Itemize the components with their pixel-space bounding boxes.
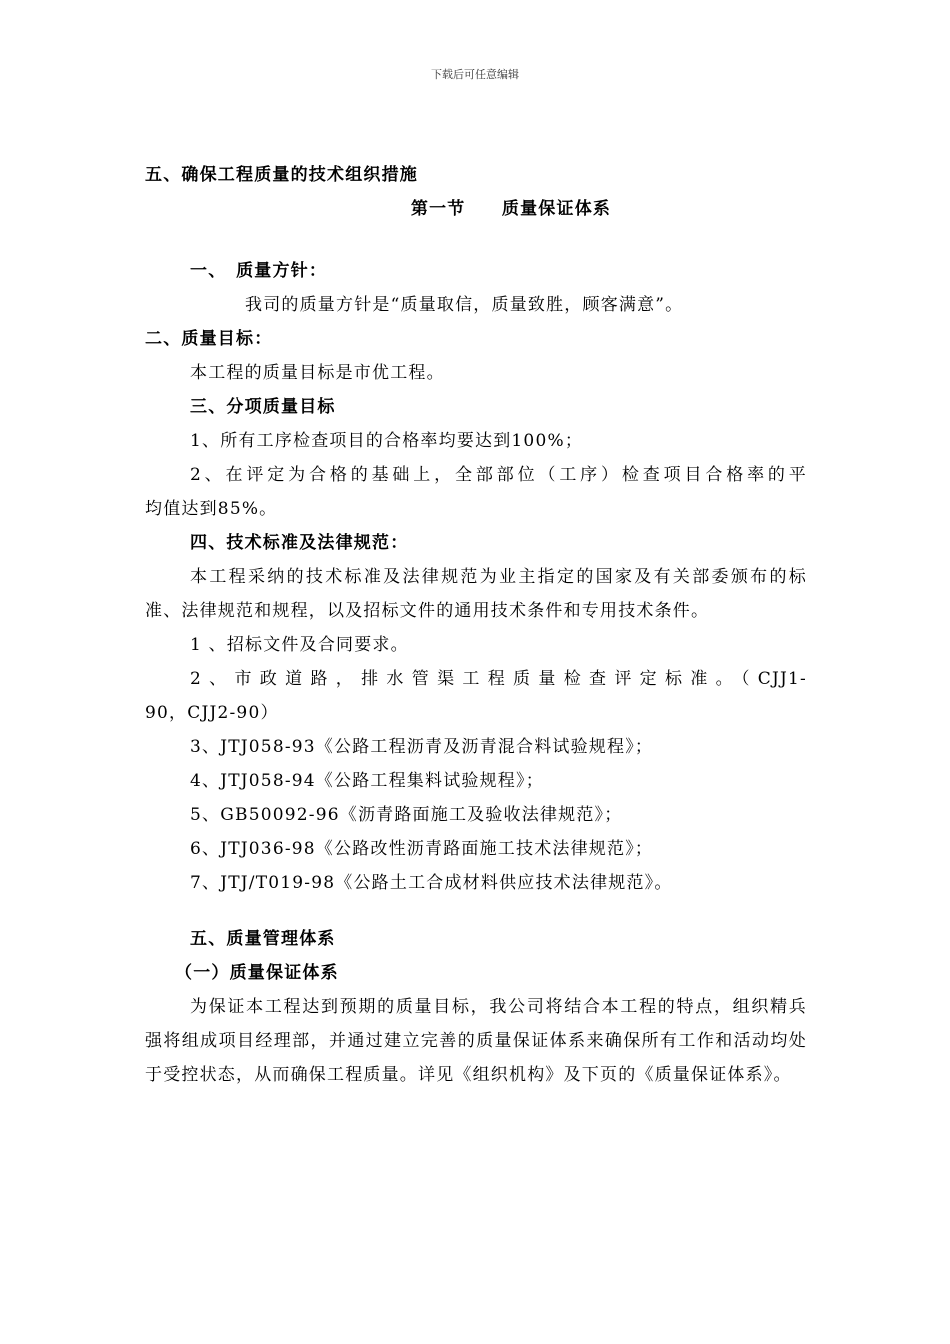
standards-item-5: 5、GB50092-96《沥青路面施工及验收法律规范》； (190, 805, 623, 825)
standards-item-2-line-1: 2、市政道路，排水管渠工程质量检查评定标准。（CJJ1- (190, 669, 807, 689)
standards-text: 本工程采纳的技术标准及法律规范为业主指定的国家及有关部委颁布的标准、法律规范和规程，以及招标文件的通用技术条件和专用技术条件。 (145, 567, 807, 621)
sub-quality-goal-item-1: 1、所有工序检查项目的合格率均要达到100%； (190, 431, 584, 451)
sub-quality-goal-item-2-line-1: 2、在评定为合格的基础上，全部部位（工序）检查项目合格率的平 (190, 465, 807, 485)
spacer (145, 900, 807, 922)
document-title: 五、确保工程质量的技术组织措施 (145, 165, 418, 185)
sub-quality-goal-heading: 三、分项质量目标 (190, 397, 336, 417)
standards-item-3: 3、JTJ058-93《公路工程沥青及沥青混合料试验规程》； (190, 737, 654, 757)
quality-policy-text: 我司的质量方针是“质量取信，质量致胜，顾客满意”。 (245, 295, 684, 315)
quality-goal-text: 本工程的质量目标是市优工程。 (190, 363, 445, 383)
management-system-heading: 五、质量管理体系 (190, 929, 336, 949)
quality-assurance-subheading: （一）质量保证体系 (175, 963, 339, 983)
section-title: 第一节 质量保证体系 (410, 199, 612, 219)
header-note: 下载后可任意编辑 (431, 68, 519, 81)
standards-heading: 四、技术标准及法律规范： (190, 533, 409, 553)
quality-assurance-text: 为保证本工程达到预期的质量目标，我公司将结合本工程的特点，组织精兵强将组成项目经理部，并通过建立完善的质量保证体系来确保所有工作和活动均处于受控状态，从而确保工程质量。详见《组织机构》及下页的《质量保证体系》。 (145, 997, 807, 1085)
standards-item-1: 1 、招标文件及合同要求。 (190, 635, 409, 655)
standards-item-2-line-2: 90，CJJ2-90） (145, 703, 279, 723)
sub-quality-goal-item-2-line-2: 均值达到85%。 (145, 499, 278, 519)
quality-goal-heading: 二、质量目标： (145, 329, 273, 349)
document-body (145, 158, 807, 1092)
standards-item-7: 7、JTJ/T019-98《公路土工合成材料供应技术法律规范》。 (190, 873, 673, 893)
standards-item-4: 4、JTJ058-94《公路工程集料试验规程》； (190, 771, 544, 791)
quality-policy-heading: 一、 质量方针： (190, 261, 328, 281)
spacer (145, 226, 807, 254)
standards-item-6: 6、JTJ036-98《公路改性沥青路面施工技术法律规范》； (190, 839, 654, 859)
